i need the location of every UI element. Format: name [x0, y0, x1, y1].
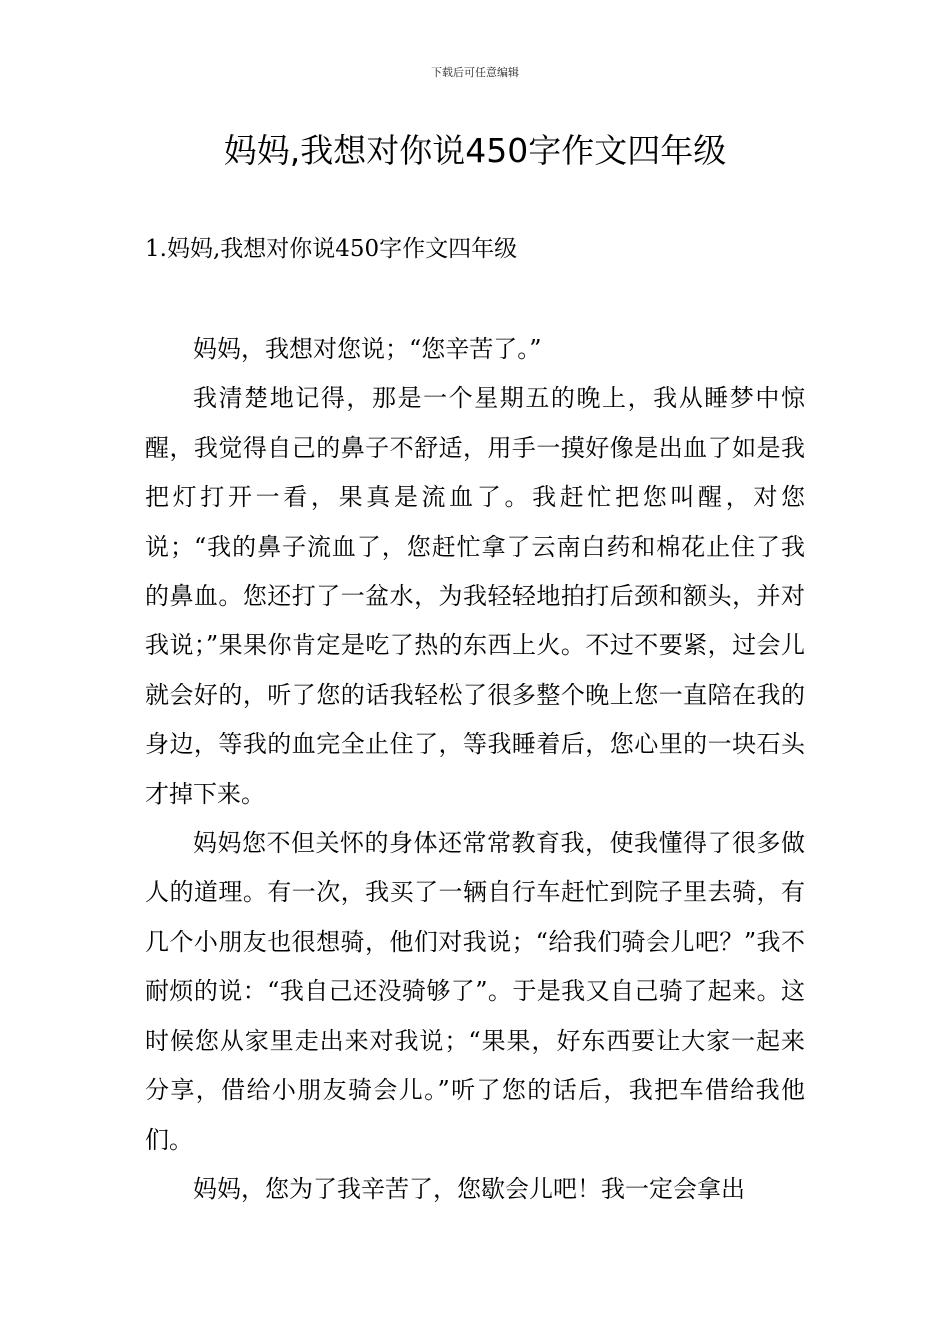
- section-heading: 1.妈妈,我想对你说450字作文四年级: [145, 236, 518, 262]
- paragraph-4: 妈妈，您为了我辛苦了，您歇会儿吧！我一定会拿出: [193, 1174, 745, 1203]
- header-note: 下载后可任意编辑: [431, 66, 519, 79]
- paragraph-2: 我清楚地记得，那是一个星期五的晚上，我从睡梦中惊醒，我觉得自己的鼻子不舒适，用手一摸好像是出血了如是我把灯打开一看，果真是流血了。我赶忙把您叫醒，对您说；“我的鼻子流血了，您赶忙拿了云南白药和棉花止住了我的鼻血。您还打了一盆水，为我轻轻地拍打后颈和额头，并对我说；”果果你肯定是吃了热的东西上火。不过不要紧，过会儿就会好的，听了您的话我轻松了很多整个晚上您一直陪在我的身边，等我的血完全止住了，等我睡着后，您心里的一块石头才掉下来。: [145, 384, 805, 808]
- document-title: 妈妈,我想对你说450字作文四年级: [223, 131, 727, 170]
- essay-body: [145, 325, 805, 1214]
- paragraph-3: 妈妈您不但关怀的身体还常常教育我，使我懂得了很多做人的道理。有一次，我买了一辆自行车赶忙到院子里去骑，有几个小朋友也很想骑，他们对我说；“给我们骑会儿吧？”我不耐烦的说：“我自己还没骑够了”。于是我又自己骑了起来。这时候您从家里走出来对我说；“果果，好东西要让大家一起来分享，借给小朋友骑会儿。”听了您的话后，我把车借给我他们。: [145, 829, 805, 1154]
- paragraph-1: 妈妈，我想对您说；“您辛苦了。”: [193, 335, 542, 363]
